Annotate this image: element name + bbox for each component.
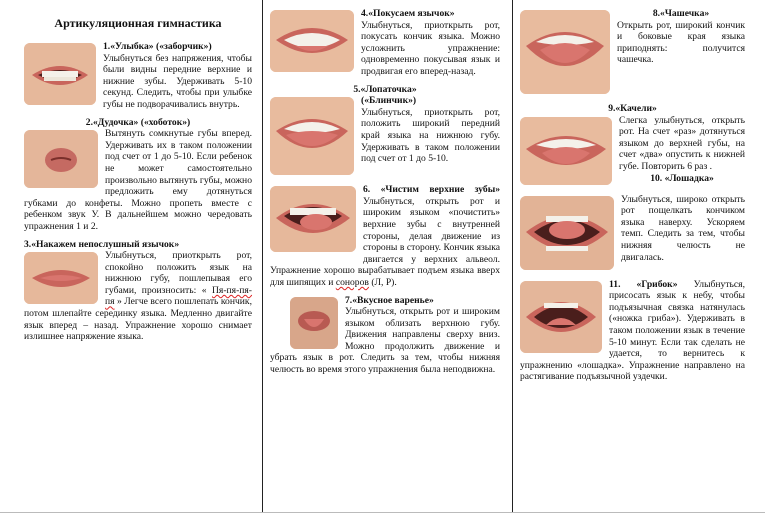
exercise-2 xyxy=(24,117,252,233)
exercise-8-text: Открыть рот, широкий кончик и боковые края языка приподнять: получится чашечка. xyxy=(617,19,745,66)
exercise-6-text: Улыбнуться, открыть рот и широким языком «почистить» верхние зубы с внутренней стороны, делая движение из стороны в сторону. Кончик языка двигается у верхних альвеол. Упражнение хорошо вырабатывает подъем языка вверх для шипящих и xyxy=(270,195,500,288)
exercise-5-heading: 5.«Лопаточка» xyxy=(353,83,417,95)
smile-photo xyxy=(24,43,96,105)
exercise-3-text-b: » Легче всего пошлепать кончик, потом шлепайте серединку языка. Медленно двигайте язык вперед – назад. Упражнение хорошо снимает излишнее напряжение языка. xyxy=(24,296,252,343)
column-3 xyxy=(520,8,745,383)
exercise-2-text: Вытянуть сомкнутые губы вперед. Удерживать их в таком положении под счет от 1 до 5-10. Если ребенок не может самостоятельно произвольно вытянуть губы, можно предложить ему дотянуться губками до конфеты. Можно пропеть вместе с ребенком звук У. В дальнейшем можно чередовать упражнения 1 и 2. xyxy=(24,128,252,232)
exercise-3-heading: 3.«Накажем непослушный язычок» xyxy=(24,238,180,250)
exercise-7 xyxy=(270,295,500,376)
mushroom-photo xyxy=(520,281,602,353)
exercise-10-text: Улыбнуться, широко открыть рот пощелкать кончиком языка наверху. Ускоряем темп. Следить за тем, чтобы нижняя челюсть не двигалась. xyxy=(621,193,745,263)
cup-photo xyxy=(520,10,610,94)
exercise-4 xyxy=(270,8,500,78)
exercise-11-text: Улыбнуться, присосать язык к небу, чтобы подъязычная связка натянулась («ножка гриба»). Удерживать в таком положении язык в течение 5-10 минут. Если так сделать не удается, то вернитесь к упражнению «лошадка». Упражнение направлено на растягивание подъязычной уздечки. xyxy=(520,278,745,383)
exercise-2-heading: 2.«Дудочка» («хоботок») xyxy=(85,116,191,128)
bite-tongue-photo xyxy=(270,10,354,72)
exercise-8 xyxy=(520,8,745,66)
exercise-10 xyxy=(520,194,745,264)
exercise-6-sonors: соноров xyxy=(335,276,369,288)
exercise-4-heading: 4.«Покусаем язычок» xyxy=(361,8,455,19)
exercise-6 xyxy=(270,184,500,288)
exercise-11 xyxy=(520,279,745,383)
exercise-9 xyxy=(520,103,745,184)
pout-photo xyxy=(24,130,98,188)
jam-photo xyxy=(290,297,338,349)
document-title: Артикуляционная гимнастика xyxy=(54,16,222,30)
exercise-3-text-a: Улыбнуться, приоткрыть рот, спокойно положить язык на нижнюю губу, пошлепывая его губами, произносить: « xyxy=(105,250,252,296)
slap-tongue-photo xyxy=(24,252,98,304)
exercise-1 xyxy=(24,41,252,111)
exercise-9-text: Слегка улыбнуться, открыть рот. На счет «раз» дотянуться языком до верхней губы, на счет «два» опустить к нижней губе. Повторить 6 раз . xyxy=(619,114,745,172)
exercise-5 xyxy=(270,84,500,165)
exercise-1-heading: 1.«Улыбка» («заборчик») xyxy=(103,41,212,52)
horse-photo xyxy=(520,196,614,270)
exercise-10-heading: 10. «Лошадка» xyxy=(650,172,714,184)
exercise-5-text: Улыбнуться, приоткрыть рот, положить широкий передний край языка на нижнюю губу. Удерживать в таком положении под счет от 1 до 5-10. xyxy=(361,106,500,165)
page-bottom-line xyxy=(0,512,765,513)
exercise-8-heading: 8.«Чашечка» xyxy=(652,8,710,19)
exercise-3-syllables: Пя-пя-пя-пя xyxy=(105,284,253,308)
swing-photo xyxy=(520,117,612,185)
exercise-11-heading: 11. «Грибок» xyxy=(609,278,678,290)
spatula-tongue-photo xyxy=(270,97,354,175)
column-2 xyxy=(270,8,500,376)
exercise-7-text: Улыбнуться, открыть рот и широким языком облизать верхнюю губу. Движения направлены сверху вниз. Можно продолжить движение и убрать язык в рот. Следить за тем, чтобы нижняя челюсть во время этого упражнения была неподвижна. xyxy=(270,306,500,376)
exercise-7-heading: 7.«Вкусное варенье» xyxy=(345,294,434,306)
exercise-1-text: Улыбнуться без напряжения, чтобы были видны передние верхние и нижние зубы. Удерживать 5-10 секунд. Следить, чтобы при улыбке губы не подворачивались внутрь. xyxy=(103,52,252,110)
exercise-6-heading: 6. «Чистим верхние зубы» xyxy=(363,184,500,196)
column-1 xyxy=(24,8,252,343)
column-divider xyxy=(262,0,263,512)
exercise-5-subheading: («Блинчик») xyxy=(361,95,417,107)
column-divider xyxy=(512,0,513,512)
brush-teeth-photo xyxy=(270,186,356,252)
exercise-6-text-b: (Л, Р). xyxy=(371,276,397,288)
exercise-4-text: Улыбнуться, приоткрыть рот, покусать кончик языка. Можно усложнить упражнение: одновременно покусывая язык и продвигая его вперед-назад. xyxy=(361,19,500,77)
exercise-3 xyxy=(24,239,252,343)
exercise-9-heading: 9.«Качели» xyxy=(608,103,657,114)
